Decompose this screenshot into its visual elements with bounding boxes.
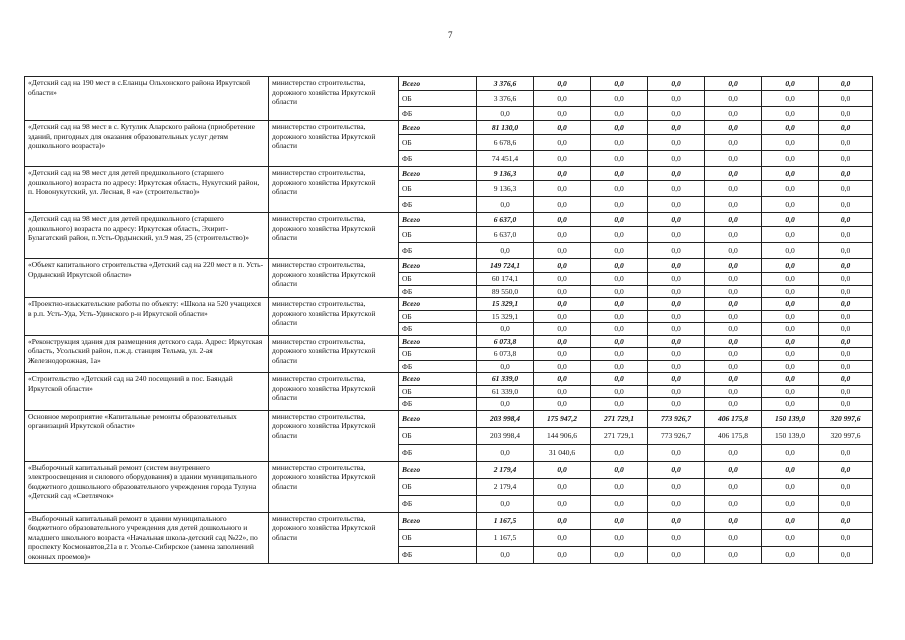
amount-cell: 0,0: [591, 91, 648, 107]
amount-cell: 0,0: [762, 167, 819, 181]
amount-cell: 0,0: [819, 151, 873, 167]
amount-cell: 0,0: [534, 478, 591, 495]
amount-cell: 0,0: [477, 495, 534, 512]
amount-cell: 1 167,5: [477, 512, 534, 529]
amount-cell: 0,0: [591, 151, 648, 167]
amount-cell: 0,0: [705, 167, 762, 181]
amount-cell: 0,0: [648, 107, 705, 121]
funding-source: ОБ: [399, 310, 477, 323]
table-row: [25, 167, 873, 181]
amount-cell: 0,0: [705, 227, 762, 243]
amount-cell: 0,0: [705, 107, 762, 121]
amount-cell: 773 926,7: [648, 427, 705, 444]
amount-cell: 0,0: [648, 360, 705, 373]
amount-cell: 406 175,8: [705, 427, 762, 444]
amount-cell: 0,0: [534, 181, 591, 197]
amount-cell: 0,0: [591, 285, 648, 298]
amount-cell: 0,0: [534, 167, 591, 181]
amount-cell: 0,0: [762, 444, 819, 461]
amount-cell: 0,0: [819, 360, 873, 373]
amount-cell: 406 175,8: [705, 410, 762, 427]
amount-cell: 0,0: [762, 197, 819, 213]
amount-cell: 271 729,1: [591, 427, 648, 444]
funding-source: Всего: [399, 167, 477, 181]
amount-cell: 60 174,1: [477, 273, 534, 286]
amount-cell: 0,0: [762, 151, 819, 167]
amount-cell: 0,0: [705, 461, 762, 478]
amount-cell: 0,0: [819, 298, 873, 311]
amount-cell: 0,0: [819, 478, 873, 495]
amount-cell: 0,0: [591, 335, 648, 348]
amount-cell: 0,0: [705, 91, 762, 107]
amount-cell: 0,0: [477, 444, 534, 461]
amount-cell: 0,0: [705, 213, 762, 227]
amount-cell: 0,0: [819, 213, 873, 227]
funding-source: Всего: [399, 410, 477, 427]
amount-cell: 0,0: [762, 461, 819, 478]
amount-cell: 0,0: [819, 227, 873, 243]
table-row: [25, 259, 873, 273]
table-row: [25, 512, 873, 529]
activity-name: «Строительство «Детский сад на 240 посещений в пос. Баяндай Иркутской области»: [25, 373, 269, 411]
amount-cell: 0,0: [705, 259, 762, 273]
amount-cell: 0,0: [819, 243, 873, 259]
amount-cell: 0,0: [648, 335, 705, 348]
amount-cell: 0,0: [705, 478, 762, 495]
amount-cell: 0,0: [648, 273, 705, 286]
amount-cell: 0,0: [591, 77, 648, 91]
executor: министерство строительства, дорожного хозяйства Иркутской области: [269, 77, 399, 121]
executor: министерство строительства, дорожного хозяйства Иркутской области: [269, 259, 399, 298]
funding-source: ОБ: [399, 91, 477, 107]
funding-source: Всего: [399, 373, 477, 386]
amount-cell: 0,0: [534, 121, 591, 135]
amount-cell: 149 724,1: [477, 259, 534, 273]
amount-cell: 0,0: [762, 135, 819, 151]
amount-cell: 0,0: [819, 310, 873, 323]
amount-cell: 320 997,6: [819, 427, 873, 444]
amount-cell: 0,0: [591, 135, 648, 151]
executor: министерство строительства, дорожного хозяйства Иркутской области: [269, 461, 399, 512]
amount-cell: 6 678,6: [477, 135, 534, 151]
amount-cell: 9 136,3: [477, 181, 534, 197]
executor: министерство строительства, дорожного хозяйства Иркутской области: [269, 167, 399, 213]
amount-cell: 0,0: [648, 77, 705, 91]
amount-cell: 0,0: [762, 529, 819, 546]
funding-source: Всего: [399, 298, 477, 311]
amount-cell: 0,0: [534, 495, 591, 512]
amount-cell: 0,0: [534, 546, 591, 563]
amount-cell: 0,0: [819, 444, 873, 461]
amount-cell: 2 179,4: [477, 461, 534, 478]
amount-cell: 3 376,6: [477, 91, 534, 107]
amount-cell: 0,0: [762, 478, 819, 495]
amount-cell: 0,0: [819, 77, 873, 91]
amount-cell: 0,0: [819, 398, 873, 411]
amount-cell: 0,0: [648, 398, 705, 411]
amount-cell: 0,0: [591, 529, 648, 546]
amount-cell: 0,0: [534, 107, 591, 121]
amount-cell: 0,0: [648, 227, 705, 243]
table-row: [25, 335, 873, 348]
amount-cell: 0,0: [648, 310, 705, 323]
amount-cell: 15 329,1: [477, 310, 534, 323]
amount-cell: 0,0: [819, 461, 873, 478]
amount-cell: 0,0: [591, 167, 648, 181]
executor: министерство строительства, дорожного хозяйства Иркутской области: [269, 512, 399, 563]
amount-cell: 0,0: [819, 495, 873, 512]
amount-cell: 0,0: [591, 273, 648, 286]
amount-cell: 0,0: [534, 91, 591, 107]
amount-cell: 1 167,5: [477, 529, 534, 546]
amount-cell: 0,0: [591, 197, 648, 213]
amount-cell: 0,0: [762, 213, 819, 227]
amount-cell: 0,0: [591, 213, 648, 227]
amount-cell: 0,0: [705, 360, 762, 373]
amount-cell: 0,0: [762, 348, 819, 361]
table-row: [25, 213, 873, 227]
funding-source: Всего: [399, 121, 477, 135]
amount-cell: 0,0: [648, 348, 705, 361]
amount-cell: 0,0: [705, 444, 762, 461]
amount-cell: 0,0: [705, 335, 762, 348]
amount-cell: 0,0: [648, 385, 705, 398]
amount-cell: 0,0: [477, 323, 534, 336]
funding-source: ОБ: [399, 385, 477, 398]
amount-cell: 6 073,8: [477, 335, 534, 348]
amount-cell: 6 637,0: [477, 213, 534, 227]
activity-name: «Реконструкция здания для размещения детского сада. Адрес: Иркутская область, Усольский район, п.ж.д. станция Тельма, ул. 2-ая Железнодорожная, 1а»: [25, 335, 269, 373]
amount-cell: 203 998,4: [477, 410, 534, 427]
amount-cell: 0,0: [705, 348, 762, 361]
amount-cell: 0,0: [819, 181, 873, 197]
funding-source: ФБ: [399, 151, 477, 167]
amount-cell: 6 073,8: [477, 348, 534, 361]
amount-cell: 0,0: [477, 243, 534, 259]
amount-cell: 0,0: [762, 273, 819, 286]
amount-cell: 0,0: [534, 529, 591, 546]
amount-cell: 0,0: [648, 181, 705, 197]
amount-cell: 0,0: [705, 529, 762, 546]
amount-cell: 271 729,1: [591, 410, 648, 427]
amount-cell: 0,0: [705, 495, 762, 512]
amount-cell: 0,0: [648, 478, 705, 495]
amount-cell: 0,0: [819, 273, 873, 286]
amount-cell: 0,0: [705, 197, 762, 213]
amount-cell: 0,0: [591, 243, 648, 259]
amount-cell: 0,0: [534, 77, 591, 91]
amount-cell: 0,0: [534, 285, 591, 298]
amount-cell: 0,0: [477, 398, 534, 411]
funding-source: ФБ: [399, 243, 477, 259]
funding-source: ФБ: [399, 360, 477, 373]
amount-cell: 0,0: [534, 151, 591, 167]
amount-cell: 0,0: [534, 348, 591, 361]
amount-cell: 0,0: [705, 273, 762, 286]
amount-cell: 144 906,6: [534, 427, 591, 444]
amount-cell: 0,0: [762, 181, 819, 197]
amount-cell: 0,0: [705, 323, 762, 336]
amount-cell: 0,0: [762, 121, 819, 135]
amount-cell: 0,0: [534, 243, 591, 259]
amount-cell: 0,0: [819, 167, 873, 181]
amount-cell: 0,0: [648, 151, 705, 167]
table-row: [25, 298, 873, 311]
amount-cell: 0,0: [534, 213, 591, 227]
amount-cell: 0,0: [819, 335, 873, 348]
amount-cell: 0,0: [705, 181, 762, 197]
budget-table: [24, 76, 873, 564]
funding-source: ОБ: [399, 529, 477, 546]
amount-cell: 15 329,1: [477, 298, 534, 311]
amount-cell: 0,0: [819, 512, 873, 529]
amount-cell: 0,0: [648, 529, 705, 546]
amount-cell: 0,0: [762, 310, 819, 323]
amount-cell: 0,0: [591, 360, 648, 373]
amount-cell: 61 339,0: [477, 373, 534, 386]
amount-cell: 0,0: [762, 335, 819, 348]
amount-cell: 0,0: [591, 259, 648, 273]
amount-cell: 0,0: [591, 398, 648, 411]
amount-cell: 0,0: [534, 259, 591, 273]
funding-source: ФБ: [399, 398, 477, 411]
amount-cell: 0,0: [591, 478, 648, 495]
activity-name: «Детский сад на 190 мест в с.Еланцы Ольхонского района Иркутской области»: [25, 77, 269, 121]
amount-cell: 0,0: [705, 151, 762, 167]
amount-cell: 0,0: [762, 227, 819, 243]
amount-cell: 0,0: [819, 107, 873, 121]
amount-cell: 0,0: [705, 546, 762, 563]
amount-cell: 0,0: [762, 512, 819, 529]
funding-source: ОБ: [399, 348, 477, 361]
amount-cell: 0,0: [648, 213, 705, 227]
amount-cell: 0,0: [534, 197, 591, 213]
amount-cell: 0,0: [705, 512, 762, 529]
amount-cell: 0,0: [705, 243, 762, 259]
amount-cell: 0,0: [762, 546, 819, 563]
executor: министерство строительства, дорожного хозяйства Иркутской области: [269, 373, 399, 411]
amount-cell: 0,0: [819, 323, 873, 336]
amount-cell: 0,0: [705, 135, 762, 151]
activity-name: «Детский сад на 98 мест в с. Кутулик Аларского района (приобретение зданий, пригодных для оказания образовательных услуг детям дошкольного возраста)»: [25, 121, 269, 167]
amount-cell: 0,0: [591, 495, 648, 512]
amount-cell: 150 139,0: [762, 410, 819, 427]
amount-cell: 0,0: [762, 398, 819, 411]
amount-cell: 0,0: [534, 310, 591, 323]
amount-cell: 0,0: [762, 495, 819, 512]
funding-source: Всего: [399, 77, 477, 91]
amount-cell: 773 926,7: [648, 410, 705, 427]
amount-cell: 0,0: [705, 285, 762, 298]
amount-cell: 81 130,0: [477, 121, 534, 135]
executor: министерство строительства, дорожного хозяйства Иркутской области: [269, 335, 399, 373]
amount-cell: 0,0: [648, 167, 705, 181]
amount-cell: 0,0: [534, 323, 591, 336]
amount-cell: 0,0: [705, 298, 762, 311]
amount-cell: 0,0: [648, 512, 705, 529]
amount-cell: 0,0: [762, 385, 819, 398]
amount-cell: 0,0: [648, 197, 705, 213]
amount-cell: 175 947,2: [534, 410, 591, 427]
funding-source: ОБ: [399, 135, 477, 151]
amount-cell: 0,0: [819, 91, 873, 107]
amount-cell: 0,0: [591, 512, 648, 529]
amount-cell: 2 179,4: [477, 478, 534, 495]
funding-source: ОБ: [399, 273, 477, 286]
amount-cell: 150 139,0: [762, 427, 819, 444]
amount-cell: 0,0: [648, 495, 705, 512]
amount-cell: 0,0: [534, 227, 591, 243]
amount-cell: 203 998,4: [477, 427, 534, 444]
amount-cell: 0,0: [534, 512, 591, 529]
amount-cell: 0,0: [648, 91, 705, 107]
amount-cell: 0,0: [534, 373, 591, 386]
funding-source: ОБ: [399, 181, 477, 197]
funding-source: ФБ: [399, 197, 477, 213]
amount-cell: 0,0: [819, 285, 873, 298]
funding-source: ФБ: [399, 546, 477, 563]
table-row: [25, 461, 873, 478]
funding-source: ФБ: [399, 495, 477, 512]
funding-source: ОБ: [399, 427, 477, 444]
amount-cell: 0,0: [762, 107, 819, 121]
amount-cell: 0,0: [591, 121, 648, 135]
amount-cell: 0,0: [705, 121, 762, 135]
amount-cell: 0,0: [534, 360, 591, 373]
amount-cell: 0,0: [591, 298, 648, 311]
amount-cell: 0,0: [648, 298, 705, 311]
amount-cell: 0,0: [762, 323, 819, 336]
amount-cell: 0,0: [477, 197, 534, 213]
amount-cell: 0,0: [648, 259, 705, 273]
amount-cell: 0,0: [705, 77, 762, 91]
amount-cell: 0,0: [534, 135, 591, 151]
activity-name: Основное мероприятие «Капитальные ремонты образовательных организаций Иркутской области»: [25, 410, 269, 461]
amount-cell: 0,0: [648, 121, 705, 135]
amount-cell: 0,0: [705, 373, 762, 386]
funding-source: ФБ: [399, 444, 477, 461]
amount-cell: 0,0: [591, 348, 648, 361]
amount-cell: 0,0: [819, 529, 873, 546]
table-row: [25, 77, 873, 91]
activity-name: «Детский сад на 98 мест для детей предшкольного (старшего дошкольного) возраста по адресу: Иркутская область, Нукутский район, п. Новонукутский, ул. Лесная, 8 «а» (строительство)»: [25, 167, 269, 213]
funding-source: ОБ: [399, 478, 477, 495]
amount-cell: 320 997,6: [819, 410, 873, 427]
amount-cell: 0,0: [591, 181, 648, 197]
amount-cell: 0,0: [819, 385, 873, 398]
amount-cell: 0,0: [648, 243, 705, 259]
amount-cell: 0,0: [762, 77, 819, 91]
funding-source: Всего: [399, 259, 477, 273]
amount-cell: 89 550,0: [477, 285, 534, 298]
amount-cell: 0,0: [762, 259, 819, 273]
funding-source: Всего: [399, 213, 477, 227]
amount-cell: 0,0: [648, 285, 705, 298]
amount-cell: 0,0: [705, 385, 762, 398]
page-number: 7: [448, 30, 453, 40]
amount-cell: 0,0: [591, 310, 648, 323]
funding-source: Всего: [399, 461, 477, 478]
amount-cell: 0,0: [762, 360, 819, 373]
amount-cell: 0,0: [819, 135, 873, 151]
amount-cell: 0,0: [648, 461, 705, 478]
activity-name: «Выборочный капитальный ремонт (систем внутреннего электроосвещения и силового оборудования) в здании муниципального бюджетного дошкольного образовательного учреждения города Тулуна «Детский сад «Светлячок»: [25, 461, 269, 512]
amount-cell: 0,0: [591, 444, 648, 461]
amount-cell: 0,0: [477, 360, 534, 373]
amount-cell: 0,0: [819, 197, 873, 213]
amount-cell: 6 637,0: [477, 227, 534, 243]
amount-cell: 0,0: [819, 121, 873, 135]
funding-source: ОБ: [399, 227, 477, 243]
amount-cell: 0,0: [819, 259, 873, 273]
amount-cell: 0,0: [591, 107, 648, 121]
amount-cell: 0,0: [591, 385, 648, 398]
table-row: [25, 121, 873, 135]
amount-cell: 3 376,6: [477, 77, 534, 91]
executor: министерство строительства, дорожного хозяйства Иркутской области: [269, 298, 399, 336]
amount-cell: 0,0: [591, 461, 648, 478]
activity-name: «Детский сад на 98 мест для детей предшкольного (старшего дошкольного) возраста по адресу: Иркутская область, Эхирит-Булагатский район, п.Усть-Ордынский, ул.9 мая, 25 (строительство)»: [25, 213, 269, 259]
funding-source: ФБ: [399, 285, 477, 298]
amount-cell: 0,0: [591, 373, 648, 386]
amount-cell: 0,0: [534, 398, 591, 411]
activity-name: «Проектно-изыскательские работы по объекту: «Школа на 520 учащихся в р.п. Усть-Уда, Усть-Удинского р-н Иркутской области»: [25, 298, 269, 336]
amount-cell: 74 451,4: [477, 151, 534, 167]
amount-cell: 0,0: [648, 373, 705, 386]
amount-cell: 0,0: [819, 546, 873, 563]
executor: министерство строительства, дорожного хозяйства Иркутской области: [269, 121, 399, 167]
amount-cell: 0,0: [705, 310, 762, 323]
executor: министерство строительства, дорожного хозяйства Иркутской области: [269, 213, 399, 259]
funding-source: Всего: [399, 512, 477, 529]
amount-cell: 31 040,6: [534, 444, 591, 461]
executor: министерство строительства, дорожного хозяйства Иркутской области: [269, 410, 399, 461]
amount-cell: 0,0: [534, 273, 591, 286]
amount-cell: 0,0: [591, 323, 648, 336]
table-row: [25, 410, 873, 427]
amount-cell: 0,0: [534, 298, 591, 311]
funding-source: ФБ: [399, 323, 477, 336]
amount-cell: 0,0: [819, 373, 873, 386]
amount-cell: 61 339,0: [477, 385, 534, 398]
amount-cell: 0,0: [762, 243, 819, 259]
activity-name: «Объект капитального строительства «Детский сад на 220 мест в п. Усть-Ордынский Иркутской области»: [25, 259, 269, 298]
amount-cell: 0,0: [648, 546, 705, 563]
amount-cell: 9 136,3: [477, 167, 534, 181]
amount-cell: 0,0: [591, 546, 648, 563]
funding-source: ФБ: [399, 107, 477, 121]
amount-cell: 0,0: [477, 546, 534, 563]
funding-source: Всего: [399, 335, 477, 348]
amount-cell: 0,0: [477, 107, 534, 121]
amount-cell: 0,0: [534, 461, 591, 478]
amount-cell: 0,0: [534, 335, 591, 348]
table-row: [25, 373, 873, 386]
amount-cell: 0,0: [762, 373, 819, 386]
amount-cell: 0,0: [762, 285, 819, 298]
amount-cell: 0,0: [648, 444, 705, 461]
amount-cell: 0,0: [648, 135, 705, 151]
amount-cell: 0,0: [705, 398, 762, 411]
amount-cell: 0,0: [534, 385, 591, 398]
activity-name: «Выборочный капитальный ремонт в здании муниципального бюджетного образовательного учреждения для детей дошкольного и младшего школьного возраста «Начальная школа-детский сад №22», по проспекту Космонавтов,21а в г. Усолье-Сибирское (замена заполнений оконных проемов)»: [25, 512, 269, 563]
amount-cell: 0,0: [591, 227, 648, 243]
amount-cell: 0,0: [762, 91, 819, 107]
amount-cell: 0,0: [819, 348, 873, 361]
amount-cell: 0,0: [648, 323, 705, 336]
amount-cell: 0,0: [762, 298, 819, 311]
